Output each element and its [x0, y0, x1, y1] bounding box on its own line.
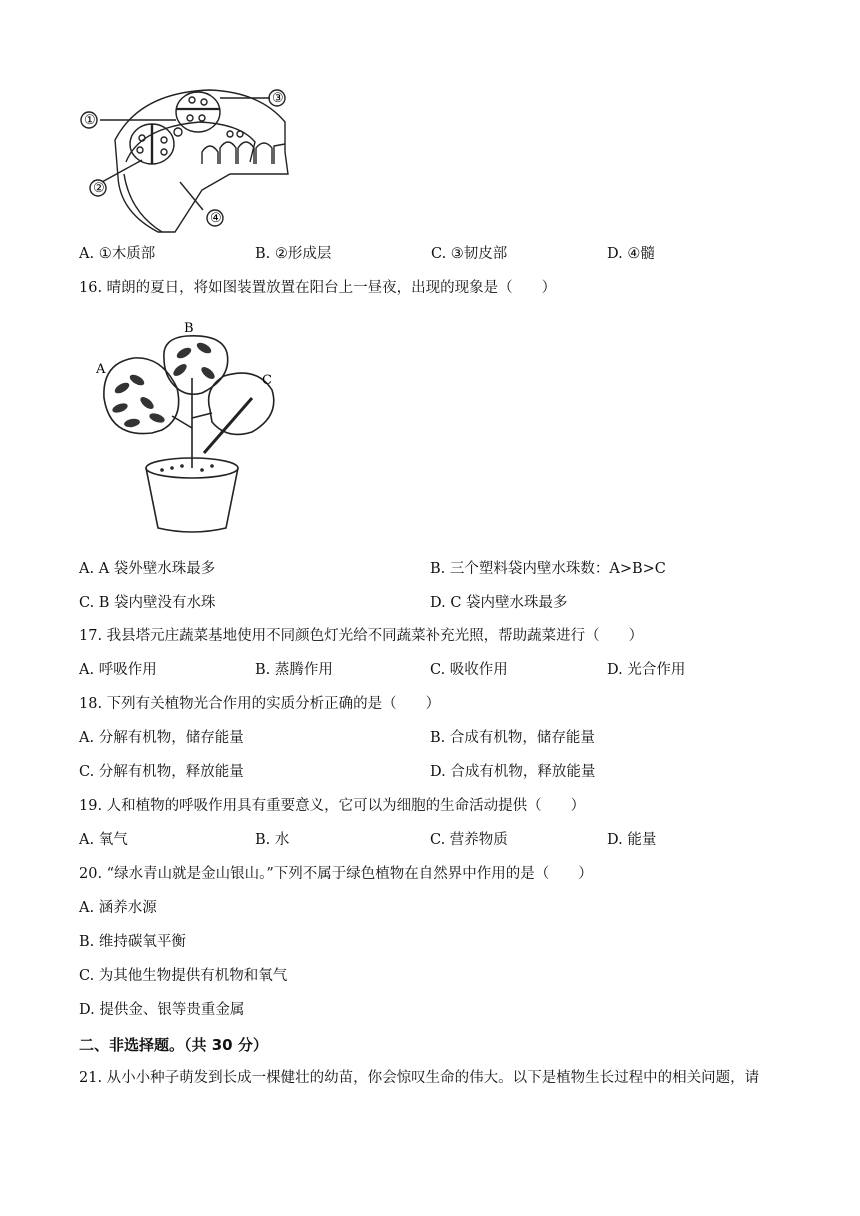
q17-option-d[interactable]: D. 光合作用 [607, 662, 686, 678]
label-2: ② [93, 181, 105, 196]
stem-cross-section-figure [80, 82, 310, 242]
bag-label-b: B [184, 321, 194, 336]
q17-stem: 17. 我县塔元庄蔬菜基地使用不同颜色灯光给不同蔬菜补充光照，帮助蔬菜进行（ ） [79, 628, 644, 644]
q20-option-b[interactable]: B. 维持碳氧平衡 [79, 934, 186, 950]
q20-option-c[interactable]: C. 为其他生物提供有机物和氧气 [79, 968, 288, 984]
q16-option-d[interactable]: D. C 袋内壁水珠最多 [430, 595, 568, 611]
q19-option-c[interactable]: C. 营养物质 [430, 832, 508, 848]
q18-option-c[interactable]: C. 分解有机物，释放能量 [79, 764, 244, 780]
label-3: ③ [272, 91, 284, 106]
q16-option-a[interactable]: A. A 袋外壁水珠最多 [79, 561, 216, 577]
q21-stem: 21. 从小小种子萌发到长成一棵健壮的幼苗，你会惊叹生命的伟大。以下是植物生长过程中的相关问题，请 [79, 1070, 760, 1086]
q18-stem: 18. 下列有关植物光合作用的实质分析正确的是（ ） [79, 696, 441, 712]
q15-option-d[interactable]: D. ④髓 [607, 246, 655, 262]
label-1: ① [84, 113, 96, 128]
q15-option-a[interactable]: A. ①木质部 [79, 246, 156, 262]
q17-option-b[interactable]: B. 蒸腾作用 [255, 662, 333, 678]
q19-option-b[interactable]: B. 水 [255, 832, 290, 848]
q19-stem: 19. 人和植物的呼吸作用具有重要意义，它可以为细胞的生命活动提供（ ） [79, 798, 586, 814]
section-title: 二、非选择题。（共 30 分） [79, 1036, 268, 1054]
q20-option-d[interactable]: D. 提供金、银等贵重金属 [79, 1002, 245, 1018]
q16-stem: 16. 晴朗的夏日，将如图装置放置在阳台上一昼夜，出现的现象是（ ） [79, 280, 557, 296]
q16-option-c[interactable]: C. B 袋内壁没有水珠 [79, 595, 216, 611]
q16-option-b[interactable]: B. 三个塑料袋内壁水珠数：A>B>C [430, 561, 666, 577]
q15-option-c[interactable]: C. ③韧皮部 [431, 246, 508, 262]
q20-option-a[interactable]: A. 涵养水源 [79, 900, 157, 916]
q15-option-b[interactable]: B. ②形成层 [255, 246, 332, 262]
q20-stem: 20. “绿水青山就是金山银山。”下列不属于绿色植物在自然界中作用的是（ ） [79, 866, 593, 882]
q18-option-b[interactable]: B. 合成有机物，储存能量 [430, 730, 595, 746]
q17-option-a[interactable]: A. 呼吸作用 [79, 662, 157, 678]
label-4: ④ [210, 211, 222, 226]
q19-option-d[interactable]: D. 能量 [607, 832, 657, 848]
bag-label-c: C [262, 373, 272, 388]
q18-option-d[interactable]: D. 合成有机物，释放能量 [430, 764, 596, 780]
q19-option-a[interactable]: A. 氧气 [79, 832, 128, 848]
q18-option-a[interactable]: A. 分解有机物，储存能量 [79, 730, 244, 746]
q17-option-c[interactable]: C. 吸收作用 [430, 662, 508, 678]
bag-label-a: A [96, 362, 106, 377]
plant-bag-figure [92, 318, 292, 538]
